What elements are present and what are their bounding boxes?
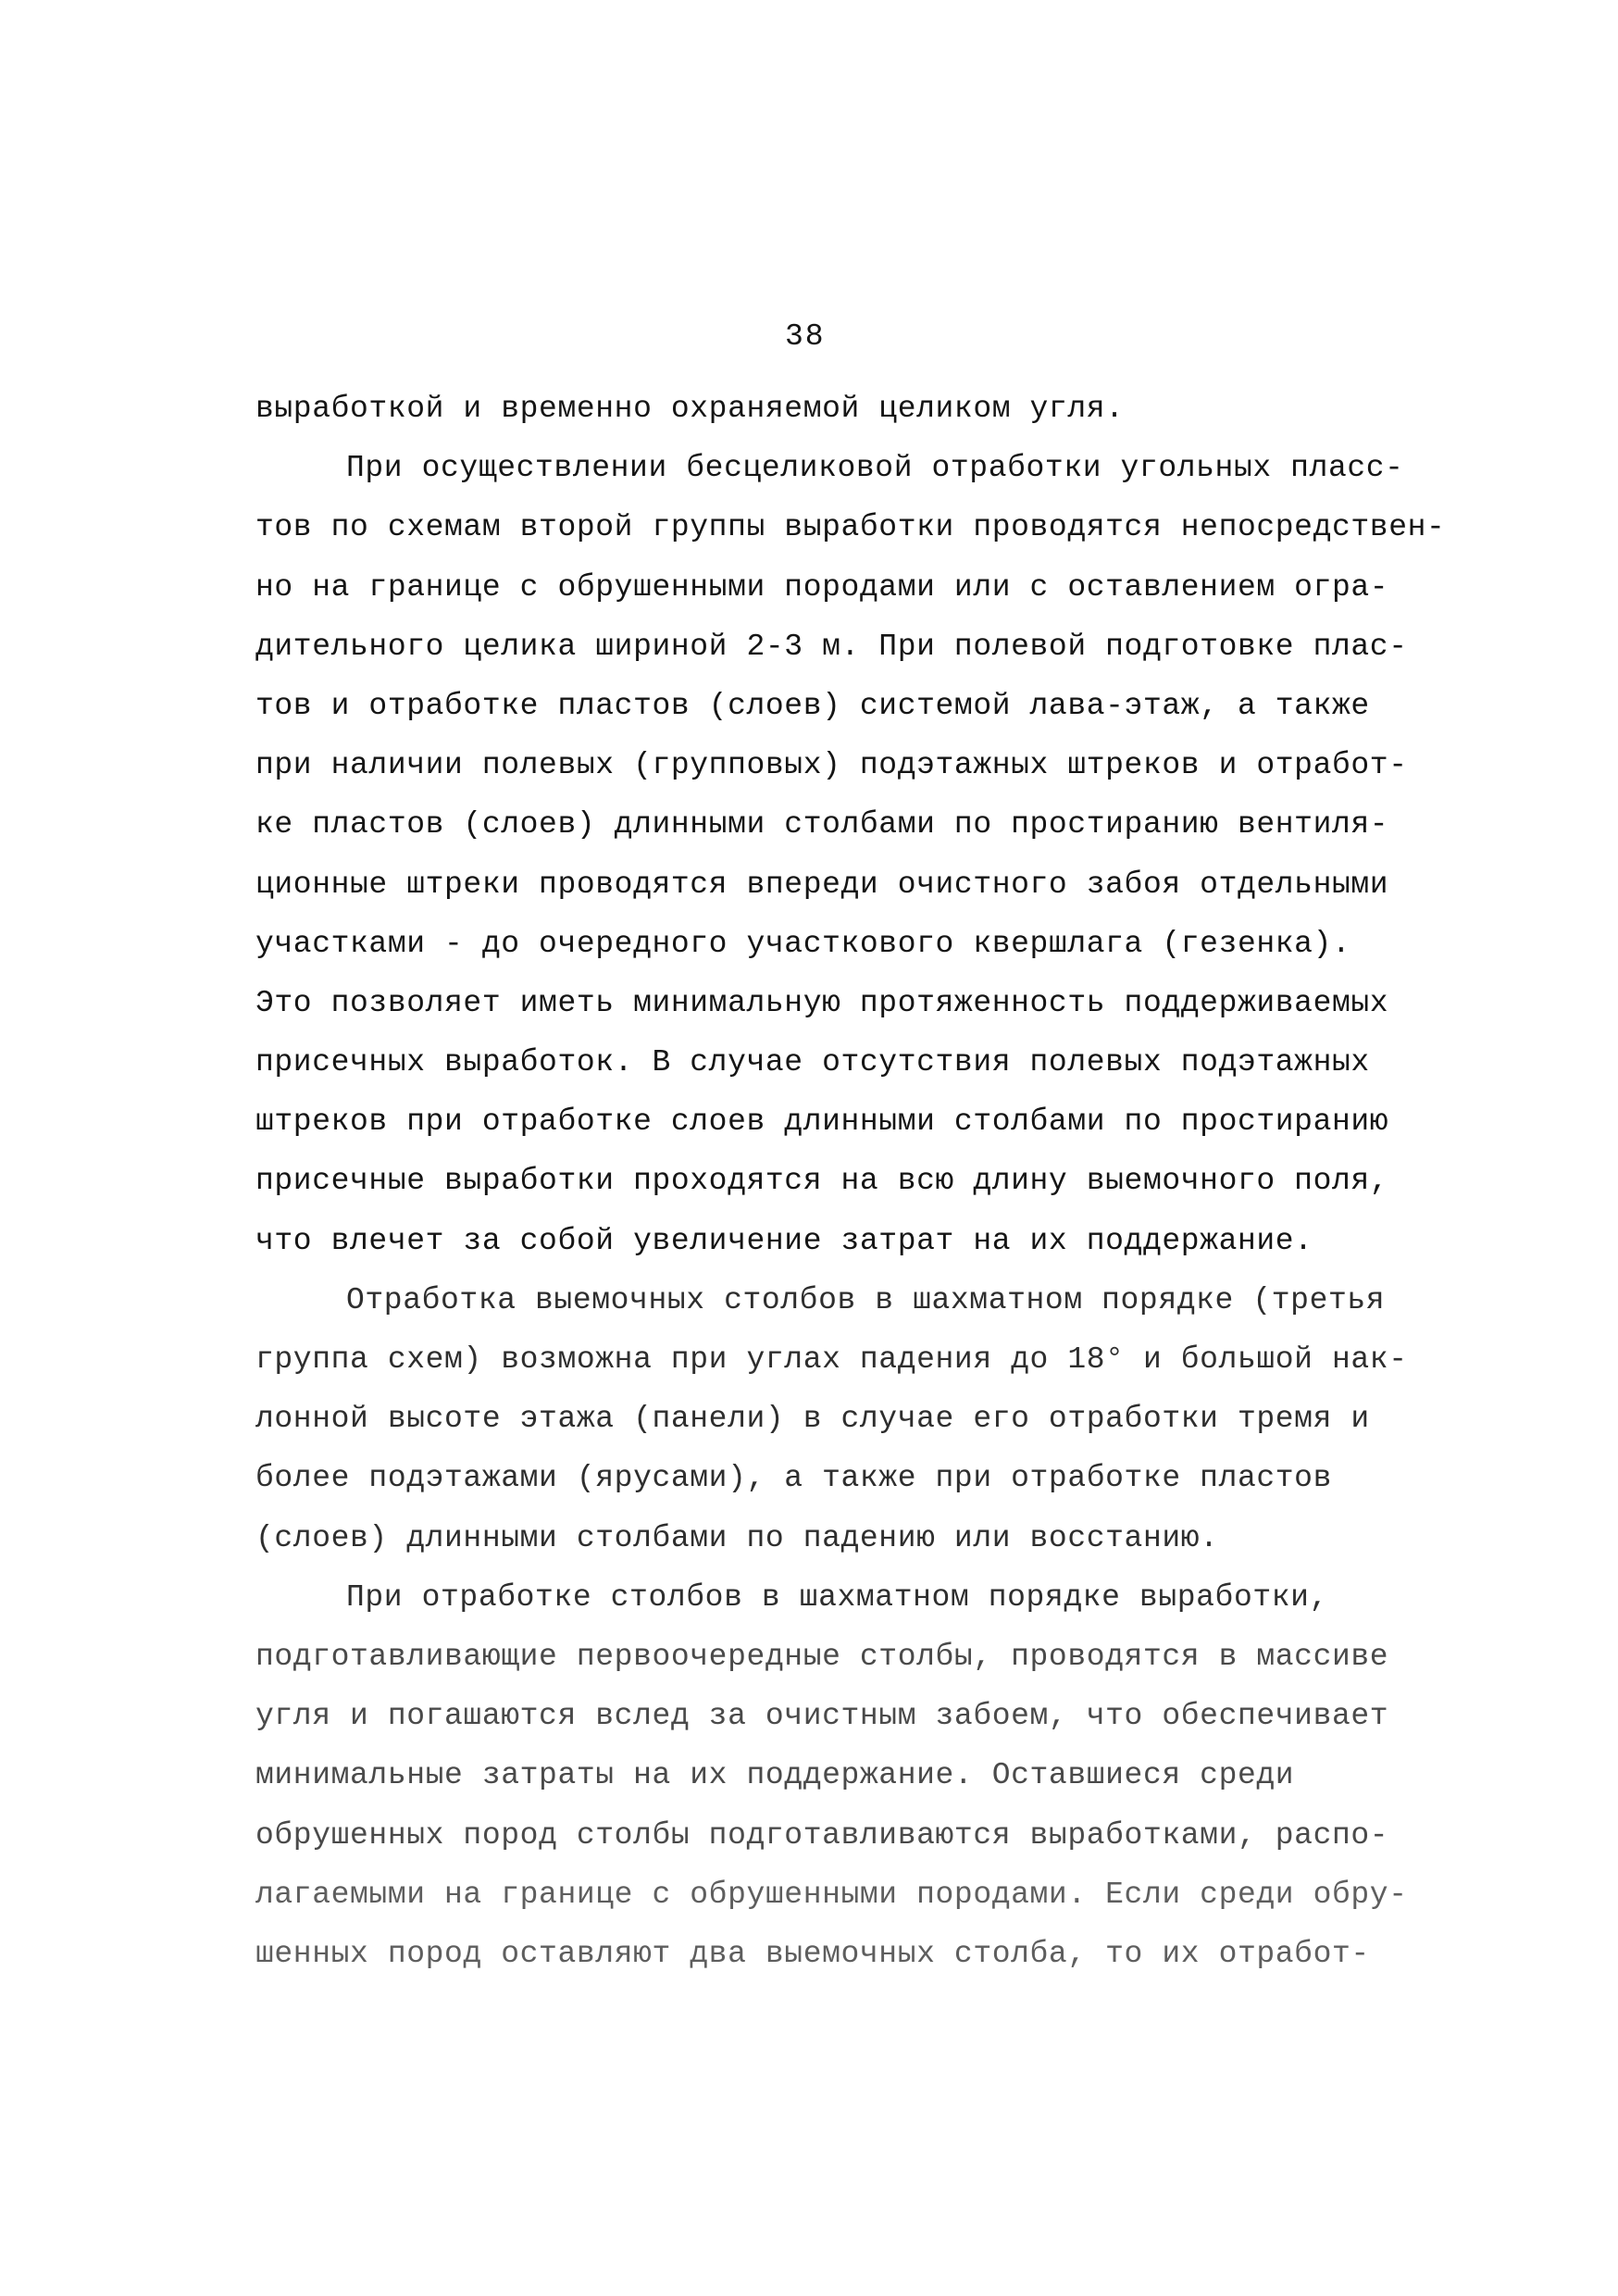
text-line: шенных пород оставляют два выемочных столба, то их отработ- <box>255 1936 1370 1971</box>
body-text <box>255 380 1446 1984</box>
text-line: но на границе с обрушенными породами или с оставлением огра- <box>255 569 1389 605</box>
text-line: присечные выработки проходятся на всю длину выемочного поля, <box>255 1164 1389 1199</box>
text-line: при наличии полевых (групповых) подэтажных штреков и отработ- <box>255 748 1408 783</box>
text-line: участками - до очередного участкового квершлага (гезенка). <box>255 926 1351 961</box>
text-line: присечных выработок. В случае отсутствия полевых подэтажных <box>255 1045 1370 1080</box>
text-line: При отработке столбов в шахматном порядке выработки, <box>346 1579 1328 1615</box>
text-line: более подэтажами (ярусами), а также при отработке пластов <box>255 1461 1332 1496</box>
text-line: группа схем) возможна при углах падения до 18° и большой нак- <box>255 1342 1408 1377</box>
text-line: лагаемыми на границе с обрушенными породами. Если среди обру- <box>255 1877 1408 1912</box>
text-line: выработкой и временно охраняемой целиком угля. <box>255 392 1125 426</box>
text-line: тов по схемам второй группы выработки проводятся непосредствен- <box>255 510 1446 545</box>
text-line: лонной высоте этажа (панели) в случае его отработки тремя и <box>255 1402 1370 1437</box>
text-line: ционные штреки проводятся впереди очистного забоя отдельными <box>255 867 1389 902</box>
text-line: При осуществлении бесцеликовой отработки угольных пласс- <box>346 451 1404 486</box>
text-line: подготавливающие первоочередные столбы, проводятся в массиве <box>255 1639 1389 1674</box>
text-line: обрушенных пород столбы подготавливаются выработками, распо- <box>255 1817 1389 1853</box>
text-line: Это позволяет иметь минимальную протяженность поддерживаемых <box>255 985 1389 1020</box>
page-number: 38 <box>785 319 826 354</box>
text-line: (слоев) длинными столбами по падению или восстанию. <box>255 1520 1219 1555</box>
text-line: Отработка выемочных столбов в шахматном порядке (третья <box>346 1282 1386 1317</box>
text-line: дительного целика шириной 2-3 м. При полевой подготовке плас- <box>255 629 1408 664</box>
text-line: штреков при отработке слоев длинными столбами по простиранию <box>255 1104 1389 1140</box>
text-line: угля и погашаются вслед за очистным забоем, что обеспечивает <box>255 1699 1389 1734</box>
text-line: минимальные затраты на их поддержание. Оставшиеся среди <box>255 1758 1295 1793</box>
text-line: что влечет за собой увеличение затрат на их поддержание. <box>255 1223 1313 1258</box>
text-line: ке пластов (слоев) длинными столбами по простиранию вентиля- <box>255 807 1389 842</box>
text-line: тов и отработке пластов (слоев) системой лава-этаж, а также <box>255 688 1370 723</box>
